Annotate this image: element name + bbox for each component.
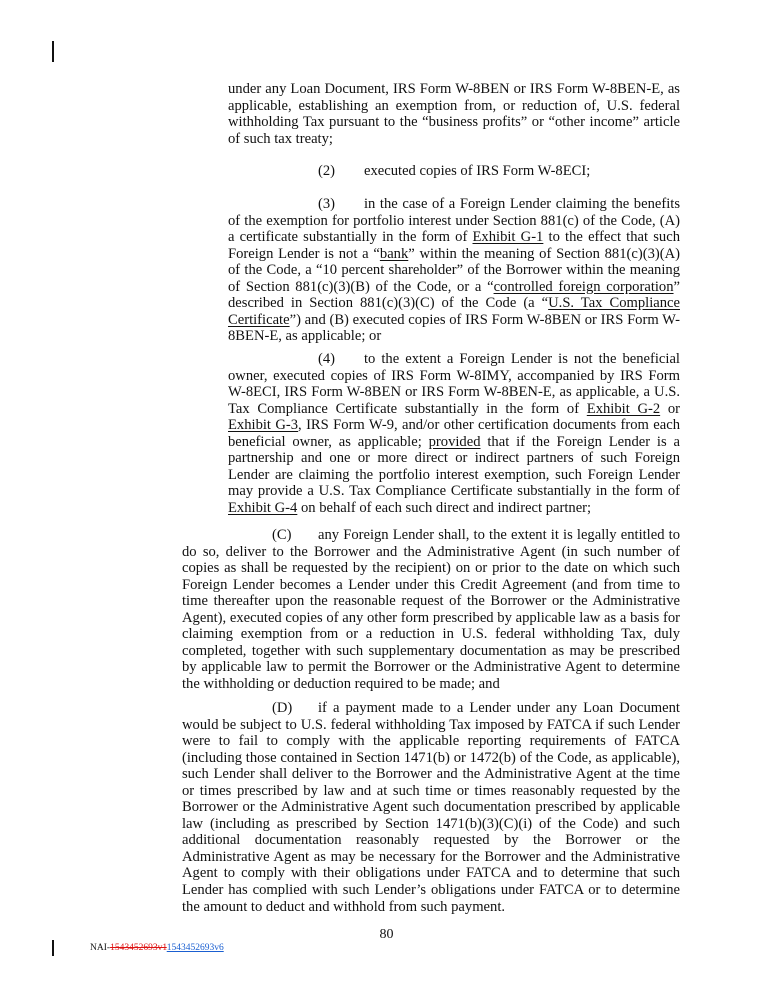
paragraph-3 bbox=[228, 196, 680, 345]
docid-deleted: 1543452693v1 bbox=[110, 943, 167, 953]
exhibit-g3-link: Exhibit G-3 bbox=[228, 417, 299, 434]
paragraph-text: executed copies of IRS Form W-8ECI; bbox=[364, 163, 591, 179]
text-run: ”) and (B) executed copies of IRS Form W-8BEN or IRS Form W-8BEN-E, as applicable; or bbox=[228, 311, 680, 345]
text-run: to the effect that such Foreign Lender is not a “ bbox=[228, 229, 680, 262]
document-id bbox=[90, 943, 224, 953]
exhibit-g1-link: Exhibit G-1 bbox=[472, 229, 544, 246]
paragraph-c bbox=[182, 527, 680, 692]
paragraph-2 bbox=[228, 163, 680, 180]
text-run: that if the Foreign Lender is a partnership and one or more direct or indirect partners of such Foreign Lender are claiming the portfolio interest exemption, such Foreign Lender may provide a U.S. Tax Compliance Certificate substantially in the form of bbox=[228, 433, 680, 500]
paragraph-number: (2) bbox=[318, 163, 336, 179]
text-run: in the case of a Foreign Lender claiming the benefits of the exemption for portfolio interest under Section 881(c) of the Code, (A) a certificate substantially in the form of bbox=[228, 196, 680, 246]
paragraph-text: under any Loan Document, IRS Form W-8BEN or IRS Form W-8BEN-E, as applicable, establishing an exemption from, or reduction of, U.S. federal withholding Tax pursuant to the “business profits” or “other income” article of such tax treaty; bbox=[228, 81, 680, 147]
docid-inserted: 1543452693v6 bbox=[166, 943, 224, 953]
text-run: ” within the meaning of Section 881(c)(3)(A) of the Code, a “10 percent shareholder” of the Borrower within the meaning of Section 881(c)(3)(B) of the Code, or a “ bbox=[228, 245, 680, 295]
provided-term: provided bbox=[428, 433, 481, 450]
text-run: or bbox=[660, 400, 680, 417]
exhibit-g4-link: Exhibit G-4 bbox=[228, 499, 298, 516]
paragraph-number: (3) bbox=[318, 196, 336, 212]
exhibit-g2-link: Exhibit G-2 bbox=[586, 400, 661, 417]
page-number: 80 bbox=[379, 927, 394, 942]
paragraph-text: any Foreign Lender shall, to the extent it is legally entitled to do so, deliver to the Borrower and the Administrative Agent (in such number of copies as shall be requested by the recipient) on or prior to the date on which such Foreign Lender becomes a Lender under this Credit Agreement (and from time to time thereafter upon the reasonable request of the Borrower or the Administrative Agent), executed copies of any other form prescribed by applicable law as a basis for claiming exemption from or a reduction in U.S. federal withholding Tax, duly completed, together with such supplementary documentation as may be prescribed by applicable law to permit the Borrower or the Administrative Agent to determine the withholding or deduction required to be made; and bbox=[182, 527, 680, 692]
paragraph-continuation bbox=[228, 81, 680, 147]
text-run: on behalf of each such direct and indirect partner; bbox=[297, 499, 592, 516]
text-run: ” described in Section 881(c)(3)(C) of the Code (a “ bbox=[228, 278, 681, 312]
defined-term-cfc: controlled foreign corporation bbox=[493, 278, 674, 295]
paragraph-number: (C) bbox=[272, 527, 292, 543]
defined-term-tax-certificate: U.S. Tax Compliance Certificate bbox=[228, 295, 680, 328]
paragraph-text: if a payment made to a Lender under any Loan Document would be subject to U.S. federal withholding Tax imposed by FATCA if such Lender were to fail to comply with the applicable reporting requirements of FATCA (including those contained in Section 1471(b) or 1472(b) of the Code, as applicable), such Lender shall deliver to the Borrower and the Administrative Agent at the time or times prescribed by law and at such time or times reasonably requested by the Borrower or the Administrative Agent such documentation prescribed by applicable law (including as prescribed by Section 1471(b)(3)(C)(i) of the Code) and such additional documentation reasonably requested by the Borrower or the Administrative Agent as may be necessary for the Borrower and the Administrative Agent to comply with their obligations under FATCA and to determine that such Lender has complied with such Lender’s obligations under FATCA or to determine the amount to deduct and withhold from such payment. bbox=[182, 700, 680, 915]
paragraph-4 bbox=[228, 351, 680, 516]
paragraph-d bbox=[182, 700, 680, 915]
text-run: to the extent a Foreign Lender is not the beneficial owner, executed copies of IRS Form W-8IMY, accompanied by IRS Form W-8ECI, IRS Form W-8BEN or IRS Form W-8BEN-E, as applicable, a U.S. Tax Compliance Certificate substantially in the form of bbox=[228, 351, 680, 417]
change-bar-top bbox=[52, 41, 54, 62]
defined-term-bank: bank bbox=[379, 245, 409, 262]
docid-prefix: NAI- bbox=[90, 943, 111, 953]
text-run: , IRS Form W-9, and/or other certification documents from each beneficial owner, as applicable; bbox=[228, 417, 680, 450]
paragraph-number: (D) bbox=[272, 700, 293, 716]
paragraph-number: (4) bbox=[318, 351, 336, 367]
